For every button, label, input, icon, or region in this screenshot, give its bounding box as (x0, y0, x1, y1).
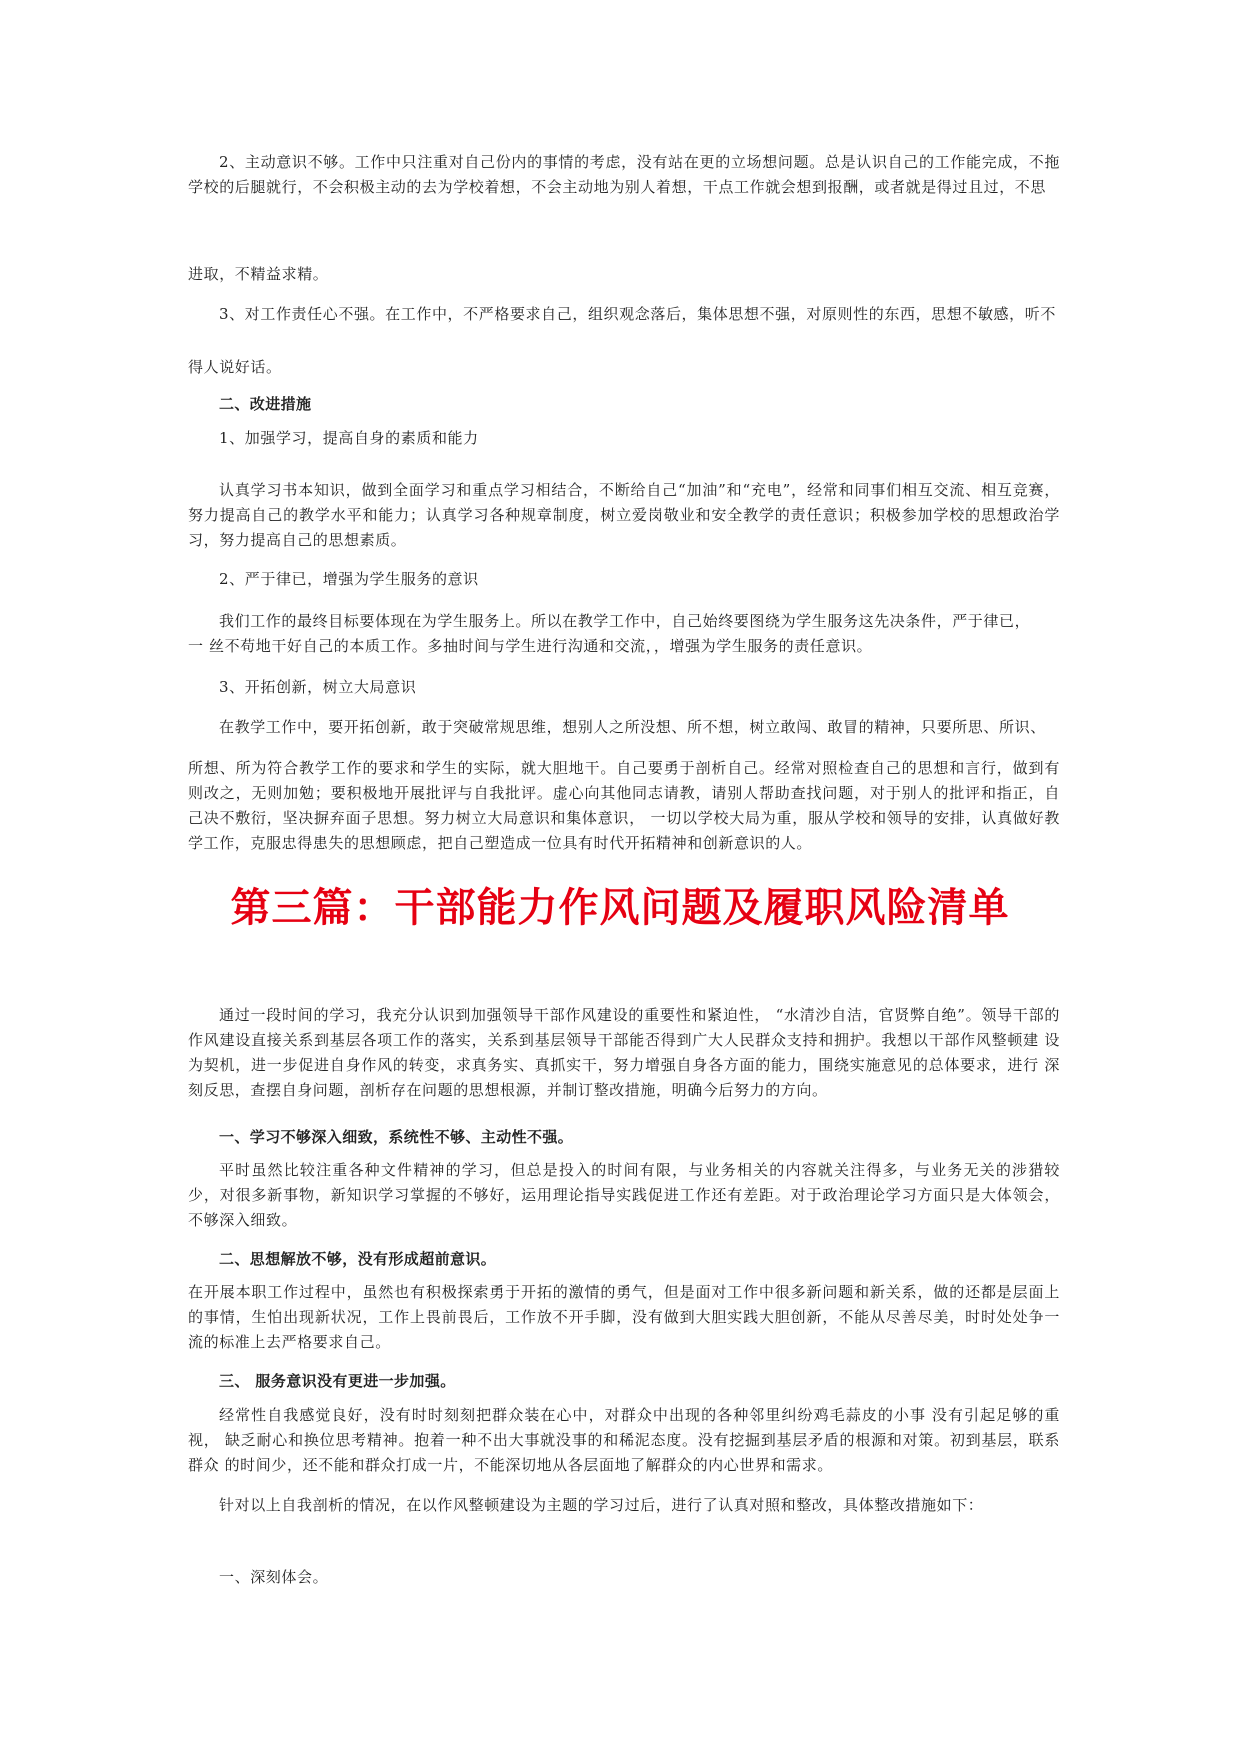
paragraph-responsibility-cont: 得人说好话。 (188, 358, 282, 376)
issue-1-heading: 一、学习不够深入细致，系统性不够、主动性不强。 (219, 1128, 574, 1146)
measure-1-title: 1、加强学习，提高自身的素质和能力 (219, 429, 479, 447)
issue-2-heading: 二、思想解放不够，没有形成超前意识。 (219, 1250, 497, 1268)
heading-improvement: 二、改进措施 (219, 395, 312, 413)
measure-3-title: 3、开拓创新，树立大局意识 (219, 678, 417, 696)
issue-3-heading: 三、 服务意识没有更进一步加强。 (219, 1372, 456, 1390)
measure-3-line1: 在教学工作中，要开拓创新，敢于突破常规思维，想别人之所没想、所不想，树立敢闯、敢冒的精神，只要所思、所识、 (219, 718, 1046, 736)
issue-1-body: 平时虽然比较注重各种文件精神的学习，但总是投入的时间有限，与业务相关的内容就关注得多，与业务无关的涉猎较少，对很多新事物，新知识学习掌握的不够好，运用理论指导实践促进工作还有差距。对于政治理论学习方面只是大体领会，不够深入细致。 (188, 1161, 1060, 1229)
paragraph-responsibility: 3、对工作责任心不强。在工作中，不严格要求自己，组织观念落后，集体思想不强，对原则性的东西，思想不敏感，听不 (219, 305, 1056, 323)
summary-paragraph: 针对以上自我剖析的情况，在以作风整顿建设为主题的学习过后，进行了认真对照和整改，具体整改措施如下： (219, 1496, 984, 1514)
final-heading: 一、深刻体会。 (219, 1568, 329, 1586)
issue-3-body: 经常性自我感觉良好，没有时时刻刻把群众装在心中，对群众中出现的各种邻里纠纷鸡毛蒜皮的小事 没有引起足够的重视， 缺乏耐心和换位思考精神。抱着一种不出大事就没事的和稀泥态度。没有挖掘到基层矛盾的根源和对策。初到基层，联系群众 的时间少，还不能和群众打成一片，不能深切地从各层面地了解群众的内心世界和需求。 (188, 1406, 1060, 1474)
intro-paragraph: 通过一段时间的学习，我充分认识到加强领导干部作风建设的重要性和紧迫性， “水清沙自洁，官贤弊自绝”。领导干部的作风建设直接关系到基层各项工作的落实，关系到基层领导干部能否得到广大人民群众支持和拥护。我想以干部作风整顿建 设为契机，进一步促进自身作风的转变，求真务实、真抓实干，努力增强自身各方面的能力，围绕实施意见的总体要求，进行 深刻反思，查摆自身问题，剖析存在问题的思想根源，并制订整改措施，明确今后努力的方向。 (188, 1006, 1060, 1099)
chapter-title: 第三篇：干部能力作风问题及履职风险清单 (230, 885, 1010, 931)
measure-1-body: 认真学习书本知识，做到全面学习和重点学习相结合，不断给自己“加油”和“充电”，经常和同事们相互交流、相互竞赛，努力提高自己的教学水平和能力；认真学习各种规章制度，树立爱岗敬业和安全教学的责任意识；积极参加学校的思想政治学习，努力提高自己的思想素质。 (188, 481, 1060, 549)
paragraph-initiative-cont: 进取，不精益求精。 (188, 265, 329, 283)
measure-3-body: 所想、所为符合教学工作的要求和学生的实际，就大胆地干。自己要勇于剖析自己。经常对照检查自己的思想和言行，做到有则改之，无则加勉；要积极地开展批评与自我批评。虚心向其他同志请教，请别人帮助查找问题，对于别人的批评和指正，自己决不敷衍，坚决摒弃面子思想。努力树立大局意识和集体意识， 一切以学校大局为重，服从学校和领导的安排，认真做好教学工作，克服忠得患失的思想顾虑，把自己塑造成一位具有时代开拓精神和创新意识的人。 (188, 759, 1060, 852)
paragraph-initiative: 2、主动意识不够。工作中只注重对自己份内的事情的考虑，没有站在更的立场想问题。总是认识自己的工作能完成，不拖 学校的后腿就行，不会积极主动的去为学校着想，不会主动地为别人着想，干点工作就会想到报酬，或者就是得过且过，不思 (188, 153, 1060, 196)
issue-2-body: 在开展本职工作过程中，虽然也有积极探索勇于开拓的激情的勇气，但是面对工作中很多新问题和新关系，做的还都是层面上的事情，生怕出现新状况，工作上畏前畏后，工作放不开手脚，没有做到大胆实践大胆创新，不能从尽善尽美，时时处处争一流的标准上去严格要求自己。 (188, 1283, 1060, 1351)
measure-2-line2: 一 丝不苟地干好自己的本质工作。多抽时间与学生进行沟通和交流，，增强为学生服务的责任意识。 (188, 637, 873, 655)
measure-2-line1: 我们工作的最终目标要体现在为学生服务上。所以在教学工作中，自己始终要图绕为学生服务这先决条件，严于律已， (219, 612, 1031, 630)
measure-2-title: 2、严于律已，增强为学生服务的意识 (219, 570, 479, 588)
